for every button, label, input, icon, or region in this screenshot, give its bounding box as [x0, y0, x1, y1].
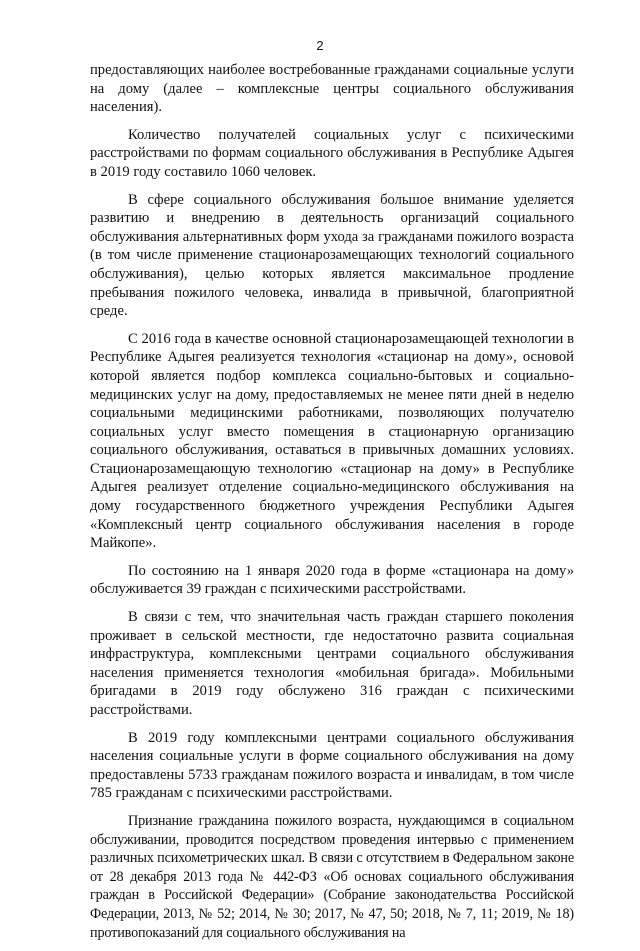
- document-body: [90, 61, 574, 951]
- paragraph-home-services: В 2019 году комплексными центрами социального обслуживания населения социальные услуги в форме социального обслуживания на дому предоставлены 5733 гражданам пожилого возраста и инвалидам, в том числе 785 гражданам с психическими расстройствами.: [90, 729, 574, 802]
- paragraph-continuation: предоставляющих наиболее востребованные гражданами социальные услуги на дому (далее – комплексные центры социального обслуживания населения).: [90, 62, 574, 116]
- paragraph-mobile-teams: В связи с тем, что значительная часть граждан старшего поколения проживает в сельской местности, где недостаточно развита социальная инфраструктура, комплексными центрами социального обслуживания населения применяется технология «мобильная бригада». Мобильными бригадами в 2019 году обслужено 316 граждан с психическими расстройствами.: [90, 609, 574, 718]
- paragraph-alternative-care: В сфере социального обслуживания большое внимание уделяется развитию и внедрению в деятельность организаций социального обслуживания альтернативных форм ухода за гражданами пожилого возраста (в том числе применение стационарозамещающих технологий социального обслуживания), целью которых является максимальное продление пребывания пожилого человека, инвалида в привычной, благоприятной среде.: [90, 191, 574, 320]
- paragraph-home-hospital-count: По состоянию на 1 января 2020 года в форме «стационара на дому» обслуживается 39 граждан с психическими расстройствами.: [90, 562, 574, 598]
- paragraph-assessment: Признание гражданина пожилого возраста, нуждающимся в социальном обслуживании, проводится посредством проведения интервью с применением различных психометрических шкал. В связи с отсутствием в Федеральном законе от 28 декабря 2013 года № 442-ФЗ «Об основах социального обслуживания граждан в Российской Федерации» (Собрание законодательства Российской Федерации, 2013, № 52; 2014, № 30; 2017, № 47, 50; 2018, № 7, 11; 2019, № 18) противопоказаний для социального обслуживания на: [90, 812, 574, 941]
- page-number: 2: [316, 38, 324, 53]
- paragraph-recipients-count: Количество получателей социальных услуг с психическими расстройствами по формам социального обслуживания в Республике Адыгея в 2019 году составило 1060 человек.: [90, 126, 574, 180]
- paragraph-home-hospital: С 2016 года в качестве основной стационарозамещающей технологии в Республике Адыгея реализуется технология «стационар на дому», основой которой является подбор комплекса социально-бытовых и социально-медицинских услуг на дому, предоставляемых не менее пяти дней в неделю социальными медицинскими работниками, позволяющих получателю социальных услуг вместо помещения в стационарную организацию социального обслуживания, оставаться в привычных домашних условиях. Стационарозамещающую технологию «стационар на дому» в Республике Адыгея реализует отделение социально-медицинского обслуживания на дому государственного бюджетного учреждения Республики Адыгея «Комплексный центр социального обслуживания населения в городе Майкопе».: [90, 330, 574, 552]
